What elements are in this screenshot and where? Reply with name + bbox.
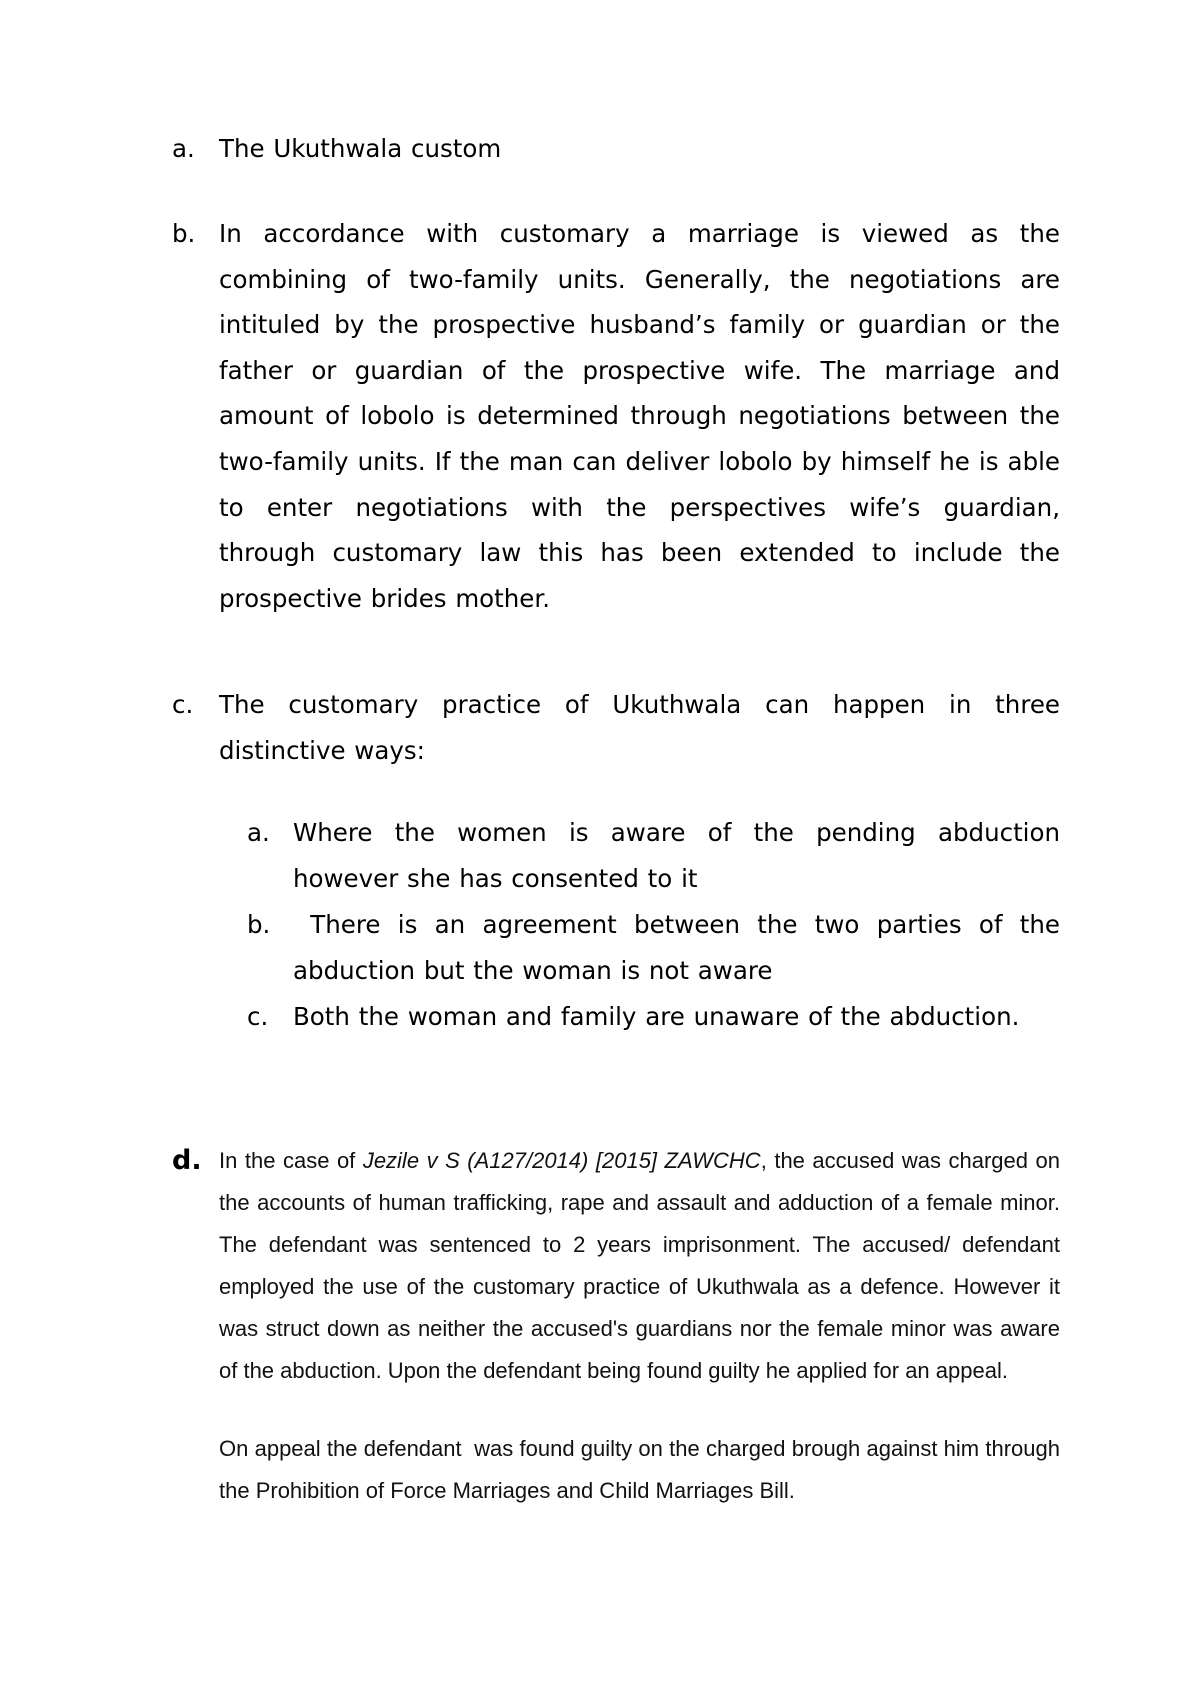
sublist-marker: c.	[247, 1002, 269, 1031]
case-paragraph	[219, 1140, 1060, 1392]
list-item-d	[172, 1140, 1067, 1512]
list-item-a	[172, 126, 1060, 172]
list-marker: b.	[172, 219, 196, 248]
sublist-item-b	[247, 902, 1069, 994]
list-marker: d.	[172, 1145, 202, 1176]
list-marker: a.	[172, 134, 195, 163]
list-item-text: In accordance with customary a marriage is viewed as the combining of two-family units. Generally, the negotiations are intituled by the prospective husband’s family or guardian or the father or guardian of the prospective wife. The marriage and amount of lobolo is determined through negotiations between the two-family units. If the man can deliver lobolo by himself he is able to enter negotiations with the perspectives wife’s guardian, through customary law this has been extended to include the prospective brides mother.	[219, 219, 1060, 613]
sublist-marker: a.	[247, 818, 270, 847]
sublist-item-c	[247, 994, 1060, 1040]
sublist-item-text: Both the woman and family are unaware of the abduction.	[293, 1002, 1020, 1031]
appeal-paragraph: On appeal the defendant was found guilty on the charged brough against him through the Prohibition of Force Marriages and Child Marriages Bill.	[219, 1436, 1067, 1503]
sublist-marker: b.	[247, 910, 271, 939]
list-item-b	[172, 211, 1060, 621]
case-citation: Jezile v S (A127/2014) [2015] ZAWCHC	[362, 1148, 761, 1173]
list-item-text: The Ukuthwala custom	[219, 134, 502, 163]
case-intro: In the case of	[219, 1148, 363, 1173]
sublist-item-text: There is an agreement between the two parties of the abduction but the woman is not aware	[293, 910, 1069, 985]
list-item-text: The customary practice of Ukuthwala can happen in three distinctive ways:	[219, 690, 1060, 765]
case-text: , the accused was charged on the accounts of human trafficking, rape and assault and adduction of a female minor. The defendant was sentenced to 2 years imprisonment. The accused/ defendant employed the use of the customary practice of Ukuthwala as a defence. However it was struct down as neither the accused's guardians nor the female minor was aware of the abduction. Upon the defendant being found guilty he applied for an appeal.	[219, 1148, 1061, 1383]
sublist-item-text: Where the women is aware of the pending abduction however she has consented to it	[293, 818, 1060, 893]
list-marker: c.	[172, 690, 194, 719]
sublist-item-a	[247, 810, 1060, 902]
list-item-c	[172, 682, 1060, 774]
